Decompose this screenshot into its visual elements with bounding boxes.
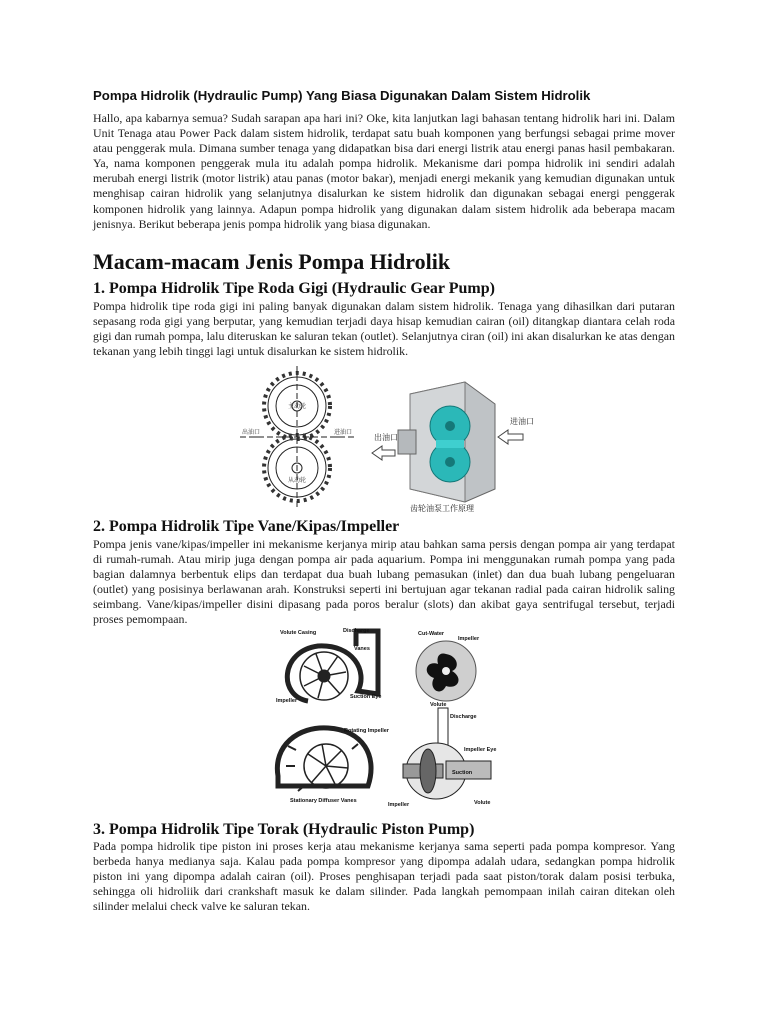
suction-eye-label: Suction Eye xyxy=(350,694,382,700)
section-3-body: Pada pompa hidrolik tipe piston ini proses kerja atau mekanisme kerjanya sama seperti pada pompa kompresor. Yang berbeda hanya medianya saja. Kalau pada pompa kompresor yang dipompa adalah udara, sedangkan pompa hidrolik piston ini yang dipompa adalah cairan (oil). Proses penghisapan terjadi pada saat piston/torak dalam posisi terbuka, sehingga oli hidroliik dari crankshaft masuk ke dalam silinder. Pada langkah pemompaan inilah cairan ditekan oleh silinder melalui check valve ke saluran tekan. xyxy=(93,839,675,914)
volute-casing-label: Volute Casing xyxy=(280,630,317,636)
gear-figure-caption: 齿轮油泵工作原理 xyxy=(410,504,474,512)
volute-label: Volute xyxy=(430,702,447,708)
document-title: Pompa Hidrolik (Hydraulic Pump) Yang Biasa Digunakan Dalam Sistem Hidrolik xyxy=(93,88,591,103)
discharge-label-2: Discharge xyxy=(450,714,477,720)
main-heading: Macam-macam Jenis Pompa Hidrolik xyxy=(93,249,451,274)
outlet-arrow-icon xyxy=(372,446,395,460)
inlet-arrow-icon xyxy=(498,430,523,444)
volute-casing-diagram xyxy=(287,631,378,701)
section-1-heading: 1. Pompa Hidrolik Tipe Roda Gigi (Hydraulic Gear Pump) xyxy=(93,280,495,297)
impeller-diagram xyxy=(416,641,476,701)
gear-pump-figure xyxy=(240,364,570,512)
impeller-label-3: Impeller xyxy=(388,802,410,808)
inlet-label: 进油口 xyxy=(510,417,534,426)
gear-pump-drawing xyxy=(240,366,355,509)
impeller-label: Impeller xyxy=(276,698,298,704)
stationary-diffuser-vanes-label: Stationary Diffuser Vanes xyxy=(290,798,357,804)
intro-paragraph: Hallo, apa kabarnya semua? Sudah sarapan apa hari ini? Oke, kita lanjutkan lagi bahasan tentang hidrolik hari ini. Dalam Unit Tenaga atau Power Pack dalam sistem hidrolik, terdapat satu buah komponen yang berfungsi sebagai prime mover atau penggerak mula. Dimana sumber tenaga yang didapatkan bisa dari energi listrik atau energi panas hasil pembakaran. Ya, nama komponen penggerak mula itu adalah pompa hidrolik. Mekanisme dari pompa hidrolik ini sendiri adalah merubah energi listrik (motor listrik) atau panas (motor bakar), menjadi energi mekanik yang kemudian digunakan untuk menghisap cairan hidrolik yang selanjutnya disalurkan ke sistem hidrolik dan digunakan sebagai energi penggerak komponen hidrolik yang lainnya. Adapun pompa hidrolik yang digunakan dalam sistem hidrolik ada beberapa macam jenisnya. Berikut beberapa jenis pompa hidrolik yang biasa digunakan. xyxy=(93,111,675,231)
section-2-heading: 2. Pompa Hidrolik Tipe Vane/Kipas/Impeller xyxy=(93,518,400,535)
impeller-eye-label: Impeller Eye xyxy=(464,747,497,753)
outlet-label: 出油口 xyxy=(374,433,398,442)
volute-label-2: Volute xyxy=(474,800,491,806)
gear-pump-3d xyxy=(398,382,495,502)
drive-gear-label: 主动轮 xyxy=(288,404,307,410)
pump-cross-section-diagram xyxy=(403,708,491,799)
vane-pump-figure xyxy=(268,626,504,812)
diffuser-diagram xyxy=(277,728,371,791)
discharge-label: Discharge xyxy=(343,628,370,634)
driven-gear-label: 从动轮 xyxy=(288,478,307,484)
section-1-body: Pompa hidrolik tipe roda gigi ini paling banyak digunakan dalam sistem hidrolik. Tenaga yang dihasilkan dari putaran sepasang roda gigi yang berputar, yang kemudian terjadi daya hisap kemudian cairan (oil) ditangkap diantara celah roda gigi dan rumah pompa, lalu diteruskan ke saluran tekan (outlet). Selanjutnya ciran (oil) ini akan disalurkan ke atas dengan tekanan yang lebih tinggi lagi untuk disalurkan ke sistem hidrolik. xyxy=(93,299,675,359)
vanes-label: Vanes xyxy=(354,646,370,652)
section-2-body: Pompa jenis vane/kipas/impeller ini mekanisme kerjanya mirip atau bahkan sama persis dengan pompa air yang terdapat di rumah-rumah. Atau mirip juga dengan pompa air pada aquarium. Pompa ini menggunakan rumah pompa yang pada bagian dalamnya berbentuk elips dan terdapat dua buah lubang pemasukan (inlet) dan dua buah lubang pengeluaran (outlet) yang posisinya berlawanan arah. Konstruksi seperti ini bertujuan agar tekanan radial pada cairan hidrolik saling seimbang. Vane/kipas/impeller disini dipasang pada poros beralur (slots) dan akibat gaya sentrifugal tersebut, terjadi proses pemompaan. xyxy=(93,537,675,627)
cut-water-label: Cut-Water xyxy=(418,631,445,637)
svg-text:Volute Casing xyxy=(280,630,316,636)
rotating-impeller-label: Rotating Impeller xyxy=(344,728,389,734)
drawing-inlet-label: 进油口 xyxy=(334,430,353,436)
drawing-outlet-label: 出油口 xyxy=(242,430,261,436)
suction-label: Suction xyxy=(452,770,473,776)
impeller-label-2: Impeller xyxy=(458,636,480,642)
section-3-heading: 3. Pompa Hidrolik Tipe Torak (Hydraulic Piston Pump) xyxy=(93,821,475,838)
